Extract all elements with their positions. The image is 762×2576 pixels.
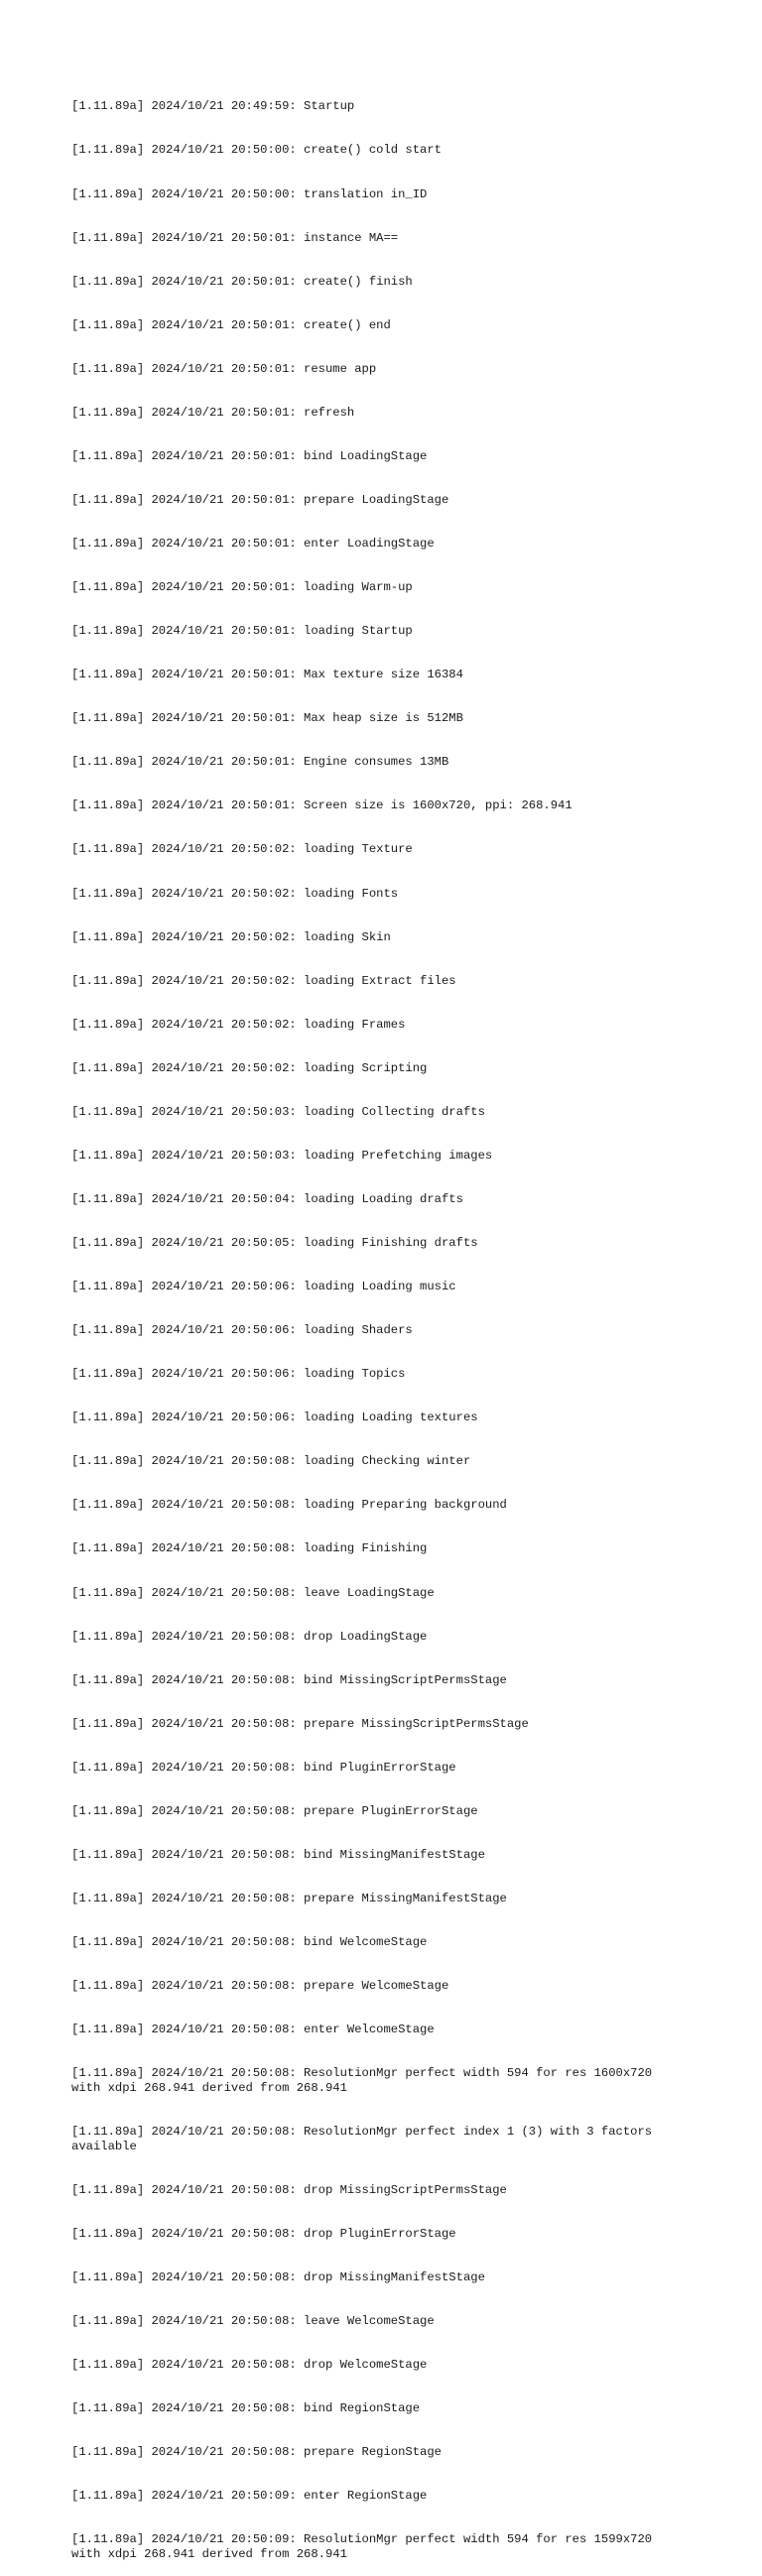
log-line: [1.11.89a] 2024/10/21 20:50:01: loading Startup [71, 624, 413, 639]
log-line: [1.11.89a] 2024/10/21 20:50:02: loading Skin [71, 929, 391, 944]
log-line: [1.11.89a] 2024/10/21 20:50:02: loading Scripting [71, 1060, 428, 1075]
log-line: [1.11.89a] 2024/10/21 20:50:09: ResolutionMgr perfect width 594 for res 1599x720 with xdpi 268.941 derived from 268.941 [71, 2532, 660, 2561]
log-line: [1.11.89a] 2024/10/21 20:50:01: Max heap size is 512MB [71, 711, 463, 726]
log-line: [1.11.89a] 2024/10/21 20:50:08: drop MissingManifestStage [71, 2269, 485, 2284]
log-line: [1.11.89a] 2024/10/21 20:50:08: bind PluginErrorStage [71, 1760, 456, 1775]
log-line: [1.11.89a] 2024/10/21 20:50:03: loading Prefetching images [71, 1148, 493, 1163]
log-line: [1.11.89a] 2024/10/21 20:50:02: loading Texture [71, 842, 413, 857]
log-line: [1.11.89a] 2024/10/21 20:50:01: resume app [71, 361, 377, 376]
log-line: [1.11.89a] 2024/10/21 20:50:06: loading Loading textures [71, 1411, 478, 1425]
log-line: [1.11.89a] 2024/10/21 20:50:01: instance MA== [71, 230, 399, 245]
log-line: [1.11.89a] 2024/10/21 20:50:01: Max texture size 16384 [71, 668, 463, 682]
log-line: [1.11.89a] 2024/10/21 20:50:08: loading Preparing background [71, 1498, 507, 1513]
log-line: [1.11.89a] 2024/10/21 20:50:01: Screen size is 1600x720, ppi: 268.941 [71, 798, 572, 813]
log-line: [1.11.89a] 2024/10/21 20:50:01: refresh [71, 405, 355, 420]
log-line: [1.11.89a] 2024/10/21 20:50:04: loading Loading drafts [71, 1191, 463, 1206]
log-line: [1.11.89a] 2024/10/21 20:50:01: Engine consumes 13MB [71, 755, 449, 770]
log-line: [1.11.89a] 2024/10/21 20:50:00: translation in_ID [71, 186, 428, 201]
log-line: [1.11.89a] 2024/10/21 20:50:08: bind RegionStage [71, 2401, 421, 2415]
log-line: [1.11.89a] 2024/10/21 20:50:06: loading Shaders [71, 1323, 413, 1338]
log-line: [1.11.89a] 2024/10/21 20:50:08: drop WelcomeStage [71, 2357, 428, 2372]
log-line: [1.11.89a] 2024/10/21 20:50:08: leave WelcomeStage [71, 2313, 435, 2328]
log-line: [1.11.89a] 2024/10/21 20:50:08: drop PluginErrorStage [71, 2226, 456, 2241]
log-line: [1.11.89a] 2024/10/21 20:50:06: loading Loading music [71, 1280, 456, 1294]
log-line: [1.11.89a] 2024/10/21 20:50:08: ResolutionMgr perfect index 1 (3) with 3 factors available [71, 2124, 660, 2153]
log-line: [1.11.89a] 2024/10/21 20:50:02: loading Frames [71, 1017, 406, 1032]
log-line: [1.11.89a] 2024/10/21 20:50:08: drop LoadingStage [71, 1629, 428, 1644]
log-line: [1.11.89a] 2024/10/21 20:50:05: loading Finishing drafts [71, 1236, 478, 1250]
log-line: [1.11.89a] 2024/10/21 20:50:08: prepare MissingManifestStage [71, 1891, 507, 1905]
log-line: [1.11.89a] 2024/10/21 20:50:02: loading Extract files [71, 973, 456, 988]
log-line: [1.11.89a] 2024/10/21 20:50:01: bind LoadingStage [71, 448, 428, 463]
log-line: [1.11.89a] 2024/10/21 20:50:08: drop MissingScriptPermsStage [71, 2182, 507, 2197]
log-line: [1.11.89a] 2024/10/21 20:50:08: prepare RegionStage [71, 2445, 442, 2460]
log-line: [1.11.89a] 2024/10/21 20:50:08: bind MissingScriptPermsStage [71, 1672, 507, 1687]
log-line: [1.11.89a] 2024/10/21 20:50:08: ResolutionMgr perfect width 594 for res 1600x720 with xdpi 268.941 derived from 268.941 [71, 2066, 660, 2095]
log-line: [1.11.89a] 2024/10/21 20:49:59: Startup [71, 99, 355, 114]
log-line: [1.11.89a] 2024/10/21 20:50:08: enter WelcomeStage [71, 2023, 435, 2037]
log-line: [1.11.89a] 2024/10/21 20:50:08: prepare PluginErrorStage [71, 1803, 478, 1818]
log-line: [1.11.89a] 2024/10/21 20:50:08: loading Checking winter [71, 1454, 471, 1469]
log-line: [1.11.89a] 2024/10/21 20:50:00: create() cold start [71, 143, 442, 158]
log-line: [1.11.89a] 2024/10/21 20:50:08: bind MissingManifestStage [71, 1847, 485, 1862]
log-line: [1.11.89a] 2024/10/21 20:50:08: prepare WelcomeStage [71, 1979, 449, 1994]
log-line: [1.11.89a] 2024/10/21 20:50:01: enter LoadingStage [71, 537, 435, 551]
log-line: [1.11.89a] 2024/10/21 20:50:08: bind WelcomeStage [71, 1935, 428, 1949]
log-line: [1.11.89a] 2024/10/21 20:50:03: loading Collecting drafts [71, 1104, 485, 1119]
log-line: [1.11.89a] 2024/10/21 20:50:01: loading Warm-up [71, 580, 413, 595]
log-line: [1.11.89a] 2024/10/21 20:50:01: prepare LoadingStage [71, 492, 449, 507]
log-line: [1.11.89a] 2024/10/21 20:50:01: create() end [71, 317, 391, 332]
log-line: [1.11.89a] 2024/10/21 20:50:08: loading Finishing [71, 1541, 428, 1556]
log-line: [1.11.89a] 2024/10/21 20:50:02: loading Fonts [71, 886, 399, 901]
log-line: [1.11.89a] 2024/10/21 20:50:06: loading Topics [71, 1367, 406, 1382]
log-line: [1.11.89a] 2024/10/21 20:50:09: enter RegionStage [71, 2489, 428, 2504]
log-line: [1.11.89a] 2024/10/21 20:50:01: create() finish [71, 274, 413, 289]
log-document [71, 70, 677, 2576]
log-line: [1.11.89a] 2024/10/21 20:50:08: prepare MissingScriptPermsStage [71, 1716, 529, 1731]
log-line: [1.11.89a] 2024/10/21 20:50:08: leave LoadingStage [71, 1585, 435, 1600]
